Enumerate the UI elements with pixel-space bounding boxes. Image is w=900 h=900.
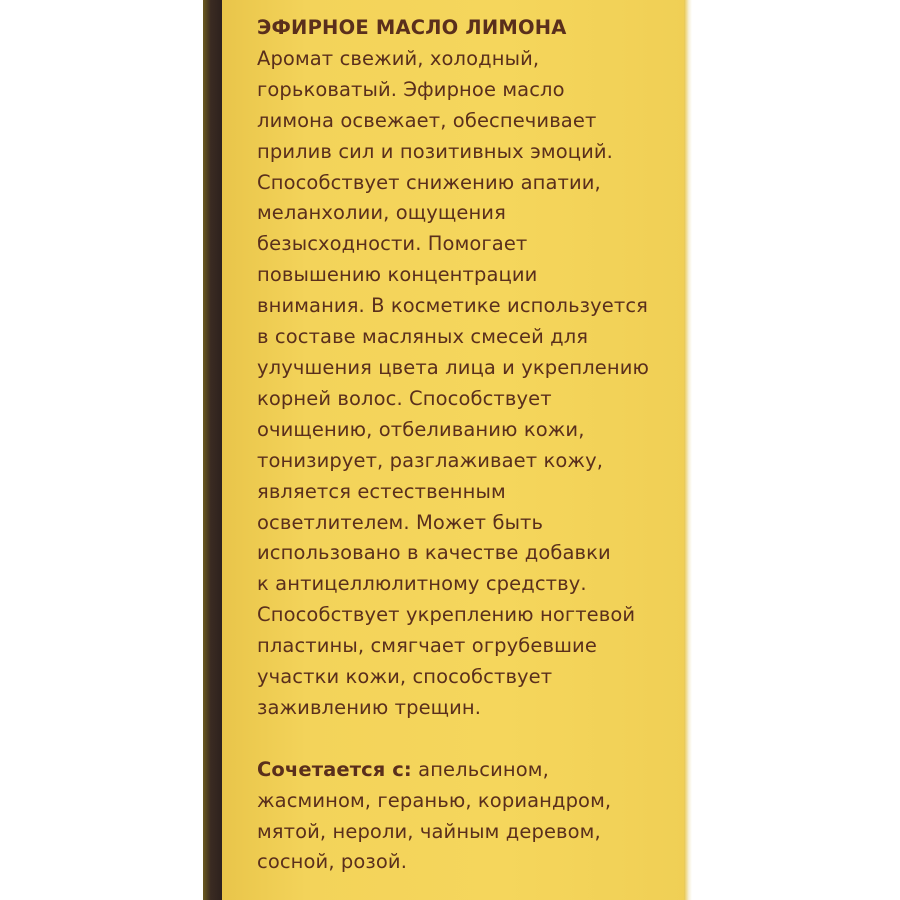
description-line: осветлителем. Может быть — [257, 510, 544, 534]
panel-text — [257, 13, 677, 878]
combination-label: Сочетается с: — [257, 757, 412, 781]
paragraph-gap — [257, 724, 677, 755]
description-line: корней волос. Способствует — [257, 386, 552, 410]
description-line: внимания. В косметике используется — [257, 294, 648, 318]
description-line: в составе масляных смесей для — [257, 325, 589, 349]
description-line: очищению, отбеливанию кожи, — [257, 417, 585, 441]
description-line: участки кожи, способствует — [257, 665, 553, 689]
description-line: пластины, смягчает огрубевшие — [257, 634, 597, 658]
combination-line: жасмином, геранью, кориандром, — [257, 788, 612, 812]
combination-line: сосной, розой. — [257, 850, 408, 874]
combination-first-line — [257, 755, 677, 786]
description — [257, 44, 677, 724]
description-line: тонизирует, разглаживает кожу, — [257, 448, 604, 472]
description-line: к антицеллюлитному средству. — [257, 572, 587, 596]
combination-item: апельсином, — [418, 757, 549, 781]
description-line: является естественным — [257, 479, 506, 503]
product-title: ЭФИРНОЕ МАСЛО ЛИМОНА — [257, 16, 567, 39]
description-line: использовано в качестве добавки — [257, 541, 611, 565]
combination-line: мятой, нероли, чайным деревом, — [257, 819, 601, 843]
description-line: прилив сил и позитивных эмоций. — [257, 139, 613, 163]
description-line: лимона освежает, обеспечивает — [257, 108, 597, 132]
description-line: горьковатый. Эфирное масло — [257, 77, 565, 101]
description-line: меланхолии, ощущения — [257, 201, 506, 225]
description-line: заживлению трещин. — [257, 695, 482, 719]
description-line: Способствует снижению апатии, — [257, 170, 601, 194]
description-line: Способствует укреплению ногтевой — [257, 603, 636, 627]
description-line: Аромат свежий, холодный, — [257, 46, 540, 70]
description-line: улучшения цвета лица и укреплению — [257, 355, 649, 379]
description-line: повышению концентрации — [257, 263, 538, 287]
box-right-edge — [684, 0, 692, 900]
combination-section — [257, 755, 677, 879]
description-line: безысходности. Помогает — [257, 232, 528, 256]
